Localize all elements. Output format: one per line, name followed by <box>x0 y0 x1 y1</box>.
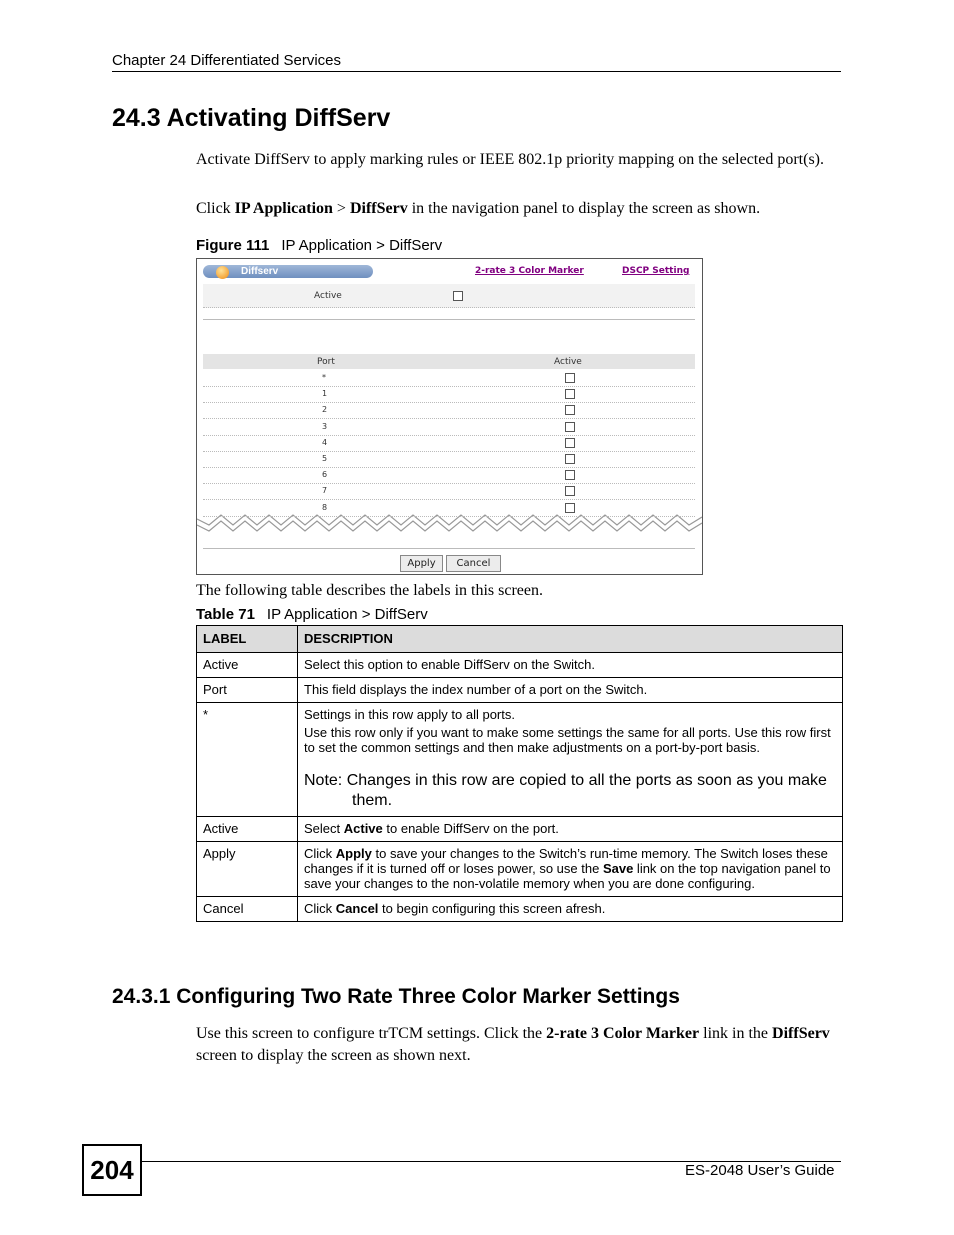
cancel-button[interactable]: Cancel <box>446 555 501 572</box>
port-row <box>203 402 695 419</box>
port-number: 3 <box>322 421 328 431</box>
note: Note: Changes in this row are copied to all the ports as soon as you make them. <box>304 772 827 809</box>
port-number: 4 <box>322 437 328 447</box>
label-header: LABEL <box>197 626 298 653</box>
port-number: 2 <box>322 405 328 415</box>
port-row <box>203 370 695 387</box>
port-active-checkbox[interactable] <box>565 438 575 448</box>
tab-label: Diffserv <box>241 266 279 277</box>
table-row <box>197 653 843 678</box>
port-active-checkbox[interactable] <box>565 373 575 383</box>
port-row <box>203 467 695 484</box>
description-line: Settings in this row apply to all ports. <box>304 707 515 722</box>
row-description <box>298 703 843 817</box>
running-header: Chapter 24 Differentiated Services <box>112 52 342 69</box>
dscp-setting-link[interactable]: DSCP Setting <box>622 266 690 276</box>
guide-title: ES-2048 User’s Guide <box>685 1162 835 1179</box>
subsection-paragraph: Use this screen to configure trTCM settings. Click the 2-rate 3 Color Marker link in the DiffServ screen to display the screen as shown next. <box>196 1025 830 1064</box>
label-description-table <box>196 625 843 922</box>
row-description: Click Cancel to begin configuring this screen afresh. <box>298 897 843 922</box>
port-active-checkbox[interactable] <box>565 422 575 432</box>
trtcm-link[interactable]: 2-rate 3 Color Marker <box>475 266 584 276</box>
port-number: 8 <box>322 502 328 512</box>
description-header: DESCRIPTION <box>298 626 843 653</box>
active-row <box>203 284 695 308</box>
row-description: This field displays the index number of a port on the Switch. <box>298 678 843 703</box>
port-number: 7 <box>322 486 328 496</box>
table-row <box>197 817 843 842</box>
table-row <box>197 703 843 817</box>
table-row <box>197 678 843 703</box>
port-row <box>203 419 695 436</box>
active-column-header: Active <box>554 357 582 367</box>
row-label: * <box>197 703 298 817</box>
port-active-checkbox[interactable] <box>565 389 575 399</box>
active-label: Active <box>314 291 342 301</box>
divider <box>203 548 695 549</box>
table-caption: Table 71 IP Application > DiffServ <box>196 606 428 623</box>
port-row <box>203 500 695 517</box>
table-row <box>197 842 843 897</box>
port-row <box>203 386 695 403</box>
row-label: Port <box>197 678 298 703</box>
row-label: Active <box>197 653 298 678</box>
orb-icon <box>216 266 229 279</box>
apply-button[interactable]: Apply <box>400 555 443 572</box>
diffserv-screenshot <box>196 258 703 575</box>
row-description: Select Active to enable DiffServ on the port. <box>298 817 843 842</box>
port-number: * <box>322 373 326 382</box>
section-title: 24.3 Activating DiffServ <box>112 104 391 132</box>
instruction-paragraph: Click IP Application > DiffServ in the navigation panel to display the screen as shown. <box>196 200 761 217</box>
row-description: Select this option to enable DiffServ on the Switch. <box>298 653 843 678</box>
row-description: Click Apply to save your changes to the Switch’s run-time memory. The Switch loses these changes if it is turned off or loses power, so use the Save link on the top navigation panel to save your changes to the non-volatile memory when you are done configuring. <box>298 842 843 897</box>
port-active-checkbox[interactable] <box>565 486 575 496</box>
divider <box>203 319 695 320</box>
port-active-checkbox[interactable] <box>565 503 575 513</box>
port-table-header <box>203 354 695 369</box>
row-label: Cancel <box>197 897 298 922</box>
description-line: Use this row only if you want to make some settings the same for all ports. Use this row first to set the common settings and then make adjustments on a port-by-port basis. <box>304 725 831 755</box>
port-active-checkbox[interactable] <box>565 405 575 415</box>
subsection-title: 24.3.1 Configuring Two Rate Three Color Marker Settings <box>112 985 680 1008</box>
port-number: 1 <box>322 389 328 399</box>
table-header-row <box>197 626 843 653</box>
port-number: 6 <box>322 470 328 480</box>
table-row <box>197 897 843 922</box>
table-intro: The following table describes the labels in this screen. <box>196 582 544 599</box>
active-checkbox[interactable] <box>453 291 463 301</box>
port-row <box>203 451 695 468</box>
port-number: 5 <box>322 454 328 463</box>
row-label: Apply <box>197 842 298 897</box>
header-rule <box>112 71 841 72</box>
port-row <box>203 483 695 500</box>
port-active-checkbox[interactable] <box>565 454 575 464</box>
port-column-header: Port <box>317 357 335 367</box>
row-label: Active <box>197 817 298 842</box>
port-active-checkbox[interactable] <box>565 470 575 480</box>
intro-paragraph: Activate DiffServ to apply marking rules or IEEE 802.1p priority mapping on the selected port(s). <box>196 151 824 168</box>
page-number: 204 <box>82 1144 142 1196</box>
figure-caption: Figure 111 IP Application > DiffServ <box>196 237 443 254</box>
port-row <box>203 435 695 452</box>
